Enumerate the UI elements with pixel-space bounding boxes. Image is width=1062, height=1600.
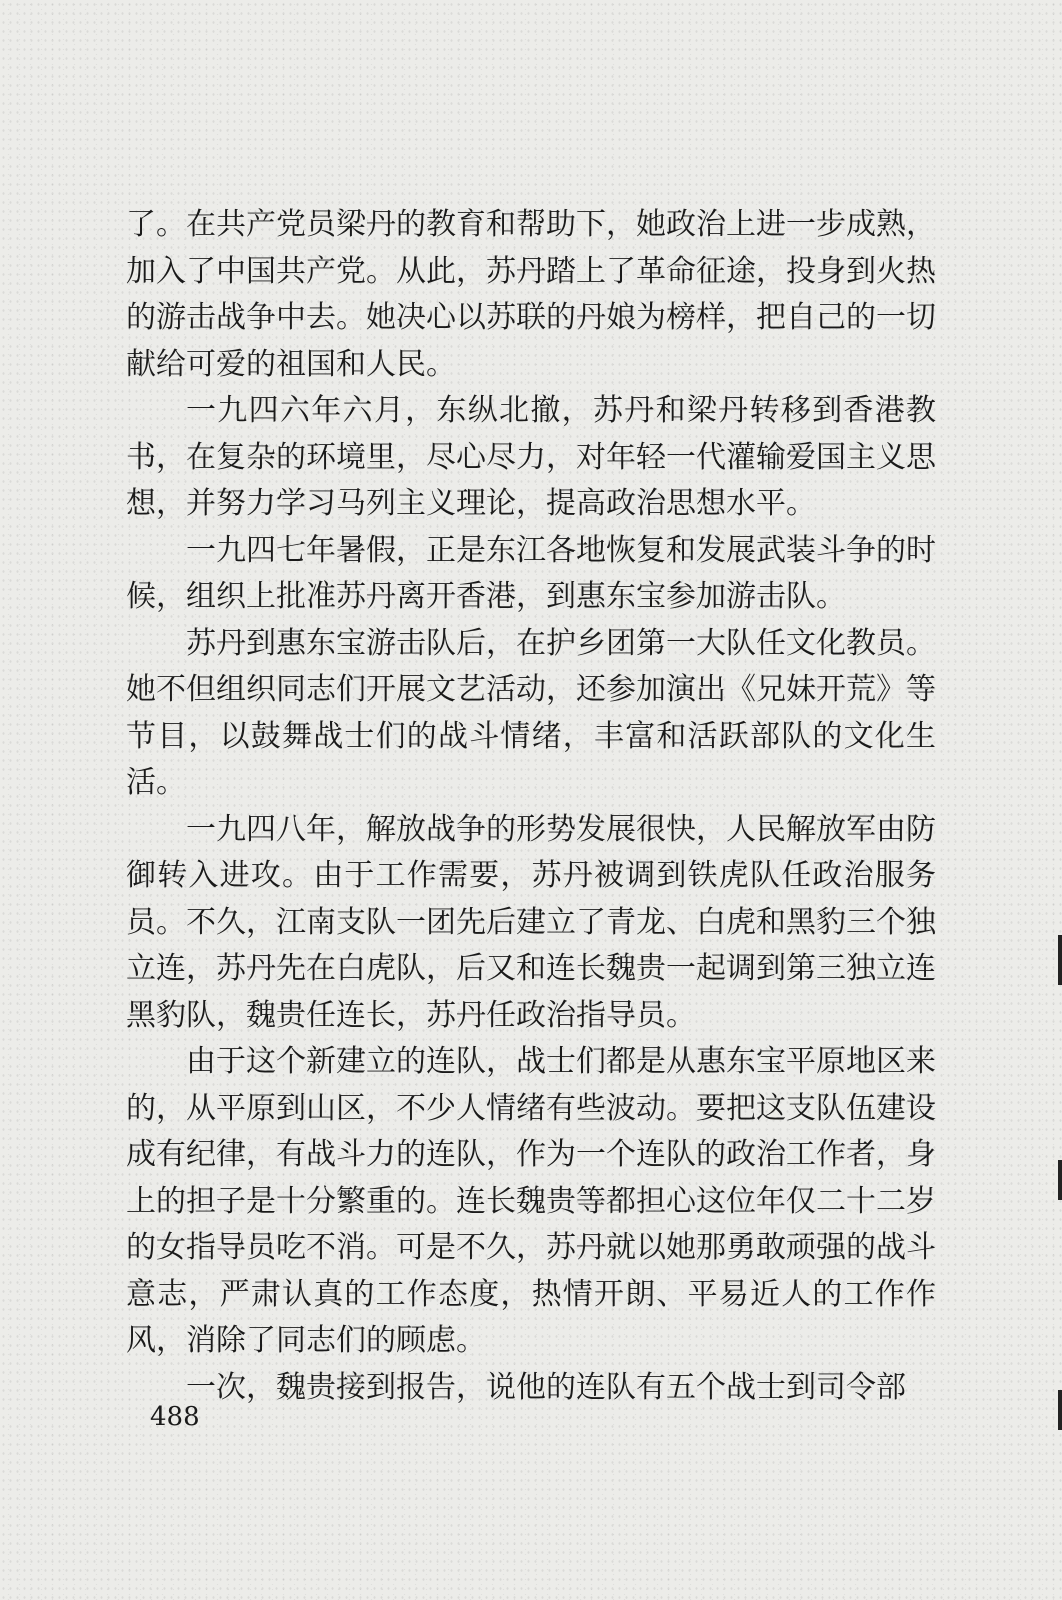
page-number: 488 <box>150 1402 200 1432</box>
paragraph-5: 一九四八年，解放战争的形势发展很快，人民解放军由防御转入进攻。由于工作需要，苏丹被调到铁虎队任政治服务员。不久，江南支队一团先后建立了青龙、白虎和黑豹三个独立连，苏丹先在白虎队，后又和连长魏贵一起调到第三独立连黑豹队，魏贵任连长，苏丹任政治指导员。 <box>126 811 936 1033</box>
paragraph-6: 由于这个新建立的连队，战士们都是从惠东宝平原地区来的，从平原到山区，不少人情绪有些波动。要把这支队伍建设成有纪律，有战斗力的连队，作为一个连队的政治工作者，身上的担子是十分繁重的。连长魏贵等都担心这位年仅二十二岁的女指导员吃不消。可是不久，苏丹就以她那勇敢顽强的战斗意志，严肃认真的工作态度，热情开朗、平易近人的工作作风，消除了同志们的顾虑。 <box>126 1044 936 1358</box>
paragraph-7: 一次，魏贵接到报告，说他的连队有五个战士到司令部 <box>186 1369 906 1405</box>
paragraph-3: 一九四七年暑假，正是东江各地恢复和发展武装斗争的时候，组织上批准苏丹离开香港，到惠东宝参加游击队。 <box>126 532 936 614</box>
paragraph-1: 了。在共产党员梁丹的教育和帮助下，她政治上进一步成熟，加入了中国共产党。从此，苏丹踏上了革命征途，投身到火热的游击战争中去。她决心以苏联的丹娘为榜样，把自己的一切献给可爱的祖国和人民。 <box>126 207 936 382</box>
paragraph-4: 苏丹到惠东宝游击队后，在护乡团第一大队任文化教员。她不但组织同志们开展文艺活动，还参加演出《兄妹开荒》等节目，以鼓舞战士们的战斗情绪，丰富和活跃部队的文化生活。 <box>126 625 936 800</box>
scan-edge-mark <box>1058 1160 1062 1200</box>
scan-edge-mark <box>1058 935 1062 985</box>
body-text <box>126 202 936 1411</box>
scan-edge-mark <box>1058 1390 1062 1430</box>
paragraph-2: 一九四六年六月，东纵北撤，苏丹和梁丹转移到香港教书，在复杂的环境里，尽心尽力，对年轻一代灌输爱国主义思想，并努力学习马列主义理论，提高政治思想水平。 <box>126 393 936 521</box>
